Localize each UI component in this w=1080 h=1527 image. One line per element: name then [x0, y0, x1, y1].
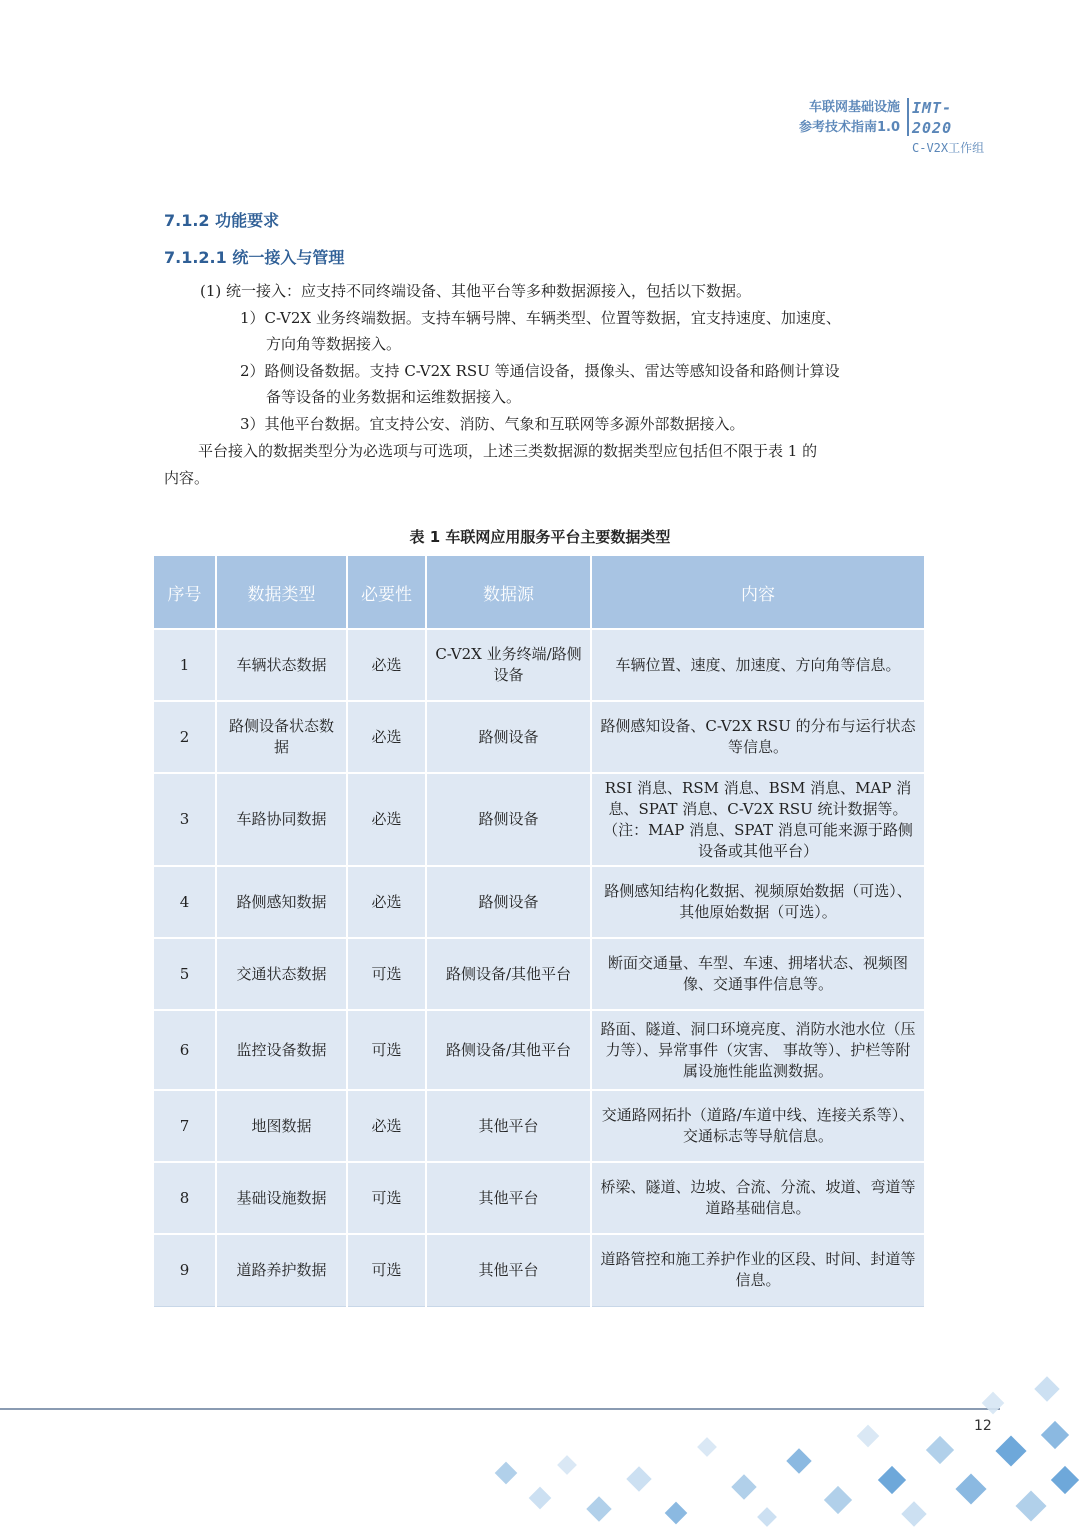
cell-content: 路侧感知结构化数据、视频原始数据（可选）、其他原始数据（可选）。	[591, 866, 924, 938]
cell-necessity: 可选	[347, 1234, 426, 1306]
cell-content: RSI 消息、RSM 消息、BSM 消息、MAP 消息、SPAT 消息、C-V2X RSU 统计数据等。（注：MAP 消息、SPAT 消息可能来源于路侧设备或其他平台）	[591, 773, 924, 866]
col-header-source: 数据源	[426, 556, 591, 629]
cell-necessity: 可选	[347, 1010, 426, 1090]
col-header-content: 内容	[591, 556, 924, 629]
cell-content: 车辆位置、速度、加速度、方向角等信息。	[591, 629, 924, 701]
footer-rule	[0, 1408, 1000, 1410]
cell-source: C-V2X 业务终端/路侧设备	[426, 629, 591, 701]
cell-data-type: 地图数据	[216, 1090, 347, 1162]
table-row	[154, 866, 924, 938]
paragraph-unified-access: (1) 统一接入：应支持不同终端设备、其他平台等多种数据源接入，包括以下数据。	[200, 282, 752, 300]
cell-data-type: 道路养护数据	[216, 1234, 347, 1306]
list-item-3: 3）其他平台数据。宜支持公安、消防、气象和互联网等多源外部数据接入。	[240, 415, 745, 433]
cell-necessity: 必选	[347, 629, 426, 701]
cell-index: 7	[154, 1090, 216, 1162]
cell-index: 6	[154, 1010, 216, 1090]
table-header-row	[154, 556, 924, 629]
cell-index: 2	[154, 701, 216, 773]
working-group-label: C-V2X工作组	[912, 141, 985, 155]
cell-data-type: 路侧设备状态数据	[216, 701, 347, 773]
cell-source: 路侧设备	[426, 701, 591, 773]
page-number: 12	[974, 1418, 992, 1434]
cell-content: 路面、隧道、洞口环境亮度、消防水池水位（压力等）、异常事件（灾害、 事故等）、护栏等附属设施性能监测数据。	[591, 1010, 924, 1090]
cell-content: 断面交通量、车型、车速、拥堵状态、视频图像、交通事件信息等。	[591, 938, 924, 1010]
subsection-heading: 7.1.2.1 统一接入与管理	[164, 248, 345, 267]
cell-data-type: 交通状态数据	[216, 938, 347, 1010]
col-header-necessity: 必要性	[347, 556, 426, 629]
cell-index: 4	[154, 866, 216, 938]
cell-necessity: 必选	[347, 1090, 426, 1162]
cell-data-type: 车路协同数据	[216, 773, 347, 866]
paragraph-data-types-line1: 平台接入的数据类型分为必选项与可选项，上述三类数据源的数据类型应包括但不限于表 1 的	[198, 442, 818, 460]
cell-content: 路侧感知设备、C-V2X RSU 的分布与运行状态等信息。	[591, 701, 924, 773]
cell-necessity: 必选	[347, 773, 426, 866]
data-types-table	[154, 556, 924, 1307]
section-heading: 7.1.2 功能要求	[164, 211, 280, 230]
table-row	[154, 773, 924, 866]
cell-necessity: 必选	[347, 866, 426, 938]
list-item-1-line1: 1）C-V2X 业务终端数据。支持车辆号牌、车辆类型、位置等数据，宜支持速度、加速度、	[240, 309, 841, 327]
table-caption: 表 1 车联网应用服务平台主要数据类型	[409, 528, 671, 546]
cell-source: 路侧设备/其他平台	[426, 938, 591, 1010]
cell-data-type: 路侧感知数据	[216, 866, 347, 938]
table-row	[154, 1162, 924, 1234]
cell-source: 其他平台	[426, 1234, 591, 1306]
page-header	[792, 98, 992, 155]
cell-content: 道路管控和施工养护作业的区段、时间、封道等信息。	[591, 1234, 924, 1306]
cell-data-type: 监控设备数据	[216, 1010, 347, 1090]
cell-necessity: 可选	[347, 938, 426, 1010]
cell-necessity: 必选	[347, 701, 426, 773]
header-divider	[907, 98, 909, 136]
cell-index: 3	[154, 773, 216, 866]
table-row	[154, 629, 924, 701]
table-row	[154, 1010, 924, 1090]
cell-content: 桥梁、隧道、边坡、合流、分流、坡道、弯道等道路基础信息。	[591, 1162, 924, 1234]
header-title-line2: 参考技术指南1.0	[798, 120, 900, 135]
col-header-data-type: 数据类型	[216, 556, 347, 629]
cell-source: 路侧设备/其他平台	[426, 1010, 591, 1090]
cell-necessity: 可选	[347, 1162, 426, 1234]
cell-source: 其他平台	[426, 1090, 591, 1162]
cell-index: 5	[154, 938, 216, 1010]
cell-data-type: 车辆状态数据	[216, 629, 347, 701]
cell-index: 9	[154, 1234, 216, 1306]
header-logo	[912, 98, 992, 158]
table-row	[154, 1234, 924, 1306]
table-row	[154, 938, 924, 1010]
cell-content: 交通路网拓扑（道路/车道中线、连接关系等）、交通标志等导航信息。	[591, 1090, 924, 1162]
list-item-1-line2: 方向角等数据接入。	[266, 335, 402, 353]
cell-index: 8	[154, 1162, 216, 1234]
list-item-2-line1: 2）路侧设备数据。支持 C-V2X RSU 等通信设备，摄像头、雷达等感知设备和路侧计算设	[240, 362, 840, 380]
header-title	[799, 98, 900, 138]
col-header-index: 序号	[154, 556, 216, 629]
imt2020-logo: IMT-2020	[912, 99, 953, 137]
paragraph-data-types-line2: 内容。	[164, 469, 210, 487]
cell-source: 路侧设备	[426, 773, 591, 866]
cell-source: 路侧设备	[426, 866, 591, 938]
header-title-line1: 车联网基础设施	[808, 100, 900, 115]
table-row	[154, 701, 924, 773]
table-row	[154, 1090, 924, 1162]
cell-index: 1	[154, 629, 216, 701]
cell-source: 其他平台	[426, 1162, 591, 1234]
list-item-2-line2: 备等设备的业务数据和运维数据接入。	[266, 388, 522, 406]
cell-data-type: 基础设施数据	[216, 1162, 347, 1234]
